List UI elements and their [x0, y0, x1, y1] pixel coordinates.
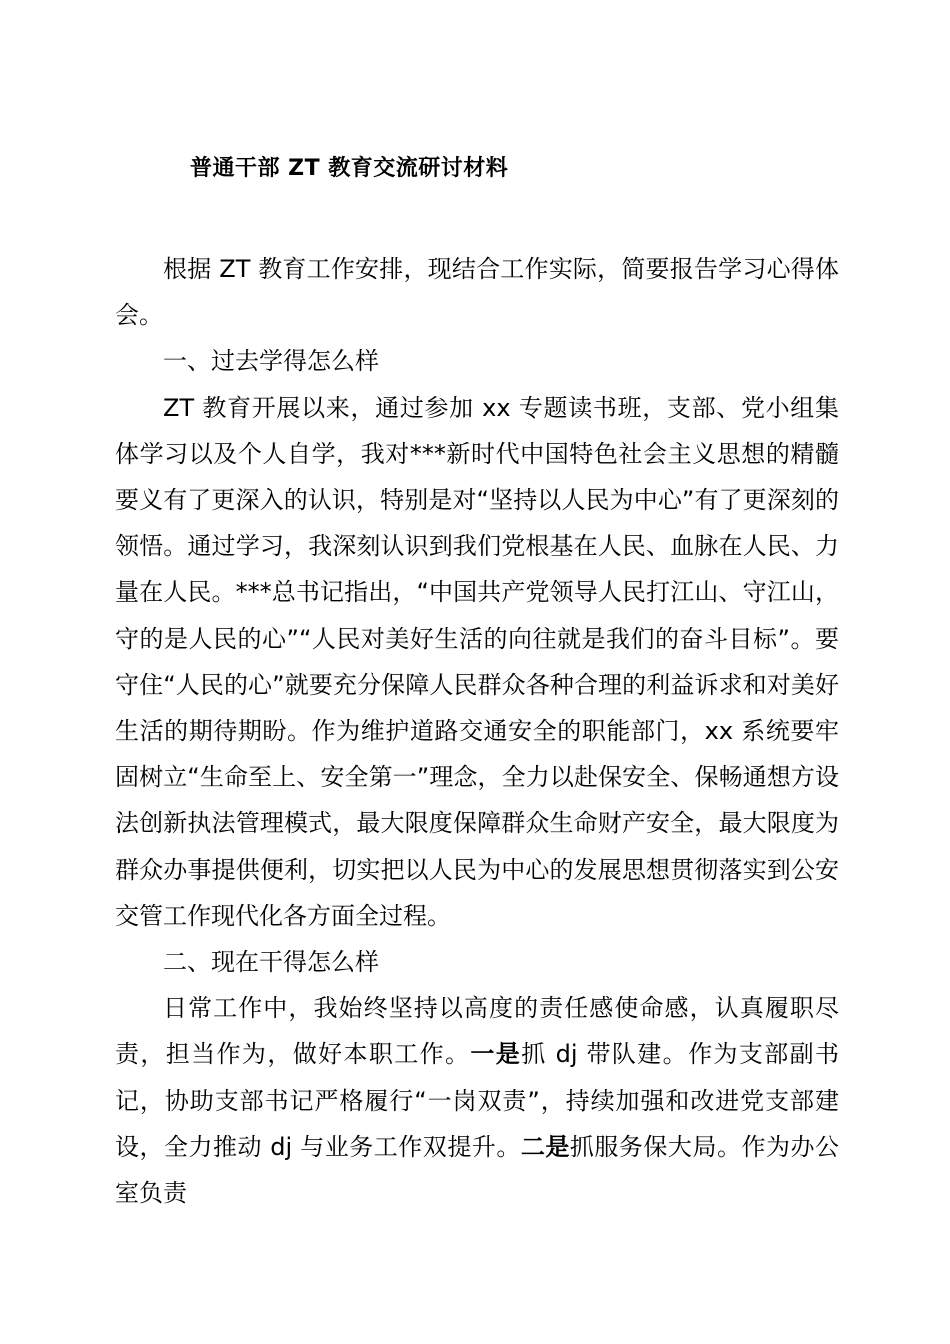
section-heading-past-learning	[115, 338, 839, 384]
paragraph-text: 根据 ZT 教育工作安排，现结合工作实际，简要报告学习心得体会。	[115, 255, 839, 330]
document-body	[115, 246, 839, 1216]
paragraph-text: 抓服务保大局。作为办公室负责	[115, 1132, 840, 1208]
paragraph-text: 日常工作中，我始终坚持以高度的责任感使命感，认真履职尽责，担当作为，做好本职工作。	[115, 994, 839, 1069]
emphasis-first: 一是	[470, 1040, 522, 1069]
section-heading-text: 二、现在干得怎么样	[163, 948, 379, 977]
section-heading-current-work	[115, 939, 839, 985]
paragraph-text: ZT 教育开展以来，通过参加 xx 专题读书班，支部、党小组集体学习以及个人自学，我对***新时代中国特色社会主义思想的精髓要义有了更深入的认识，特别是对“坚持以人民为中心”有了更深刻的领悟。通过学习，我深刻认识到我们党根基在人民、血脉在人民、力量在人民。***总书记指出，“中国共产党领导人民打江山、守江山，守的是人民的心”“人民对美好生活的向往就是我们的奋斗目标”。要守住“人民的心”就要充分保障人民群众各种合理的利益诉求和对美好生活的期待期盼。作为维护道路交通安全的职能部门，xx 系统要牢固树立“生命至上、安全第一”理念，全力以赴保安全、保畅通想方设法创新执法管理模式，最大限度保障群众生命财产安全，最大限度为群众办事提供便利，切实把以人民为中心的发展思想贯彻落实到公安交管工作现代化各方面全过程。	[115, 393, 839, 930]
emphasis-second: 二是	[520, 1132, 570, 1161]
paragraph-current-work	[115, 985, 839, 1216]
paragraph-text: 抓 dj 带队建。作为支部副书记，协助支部书记严格履行“一岗双责”，持续加强和改进党支部建设，全力推动 dj 与业务工作双提升。	[115, 1040, 840, 1161]
paragraph-past-learning	[115, 385, 839, 939]
paragraph-intro	[115, 246, 839, 338]
section-heading-text: 一、过去学得怎么样	[163, 347, 379, 376]
document-title: 普通干部 ZT 教育交流研讨材料	[190, 156, 509, 181]
